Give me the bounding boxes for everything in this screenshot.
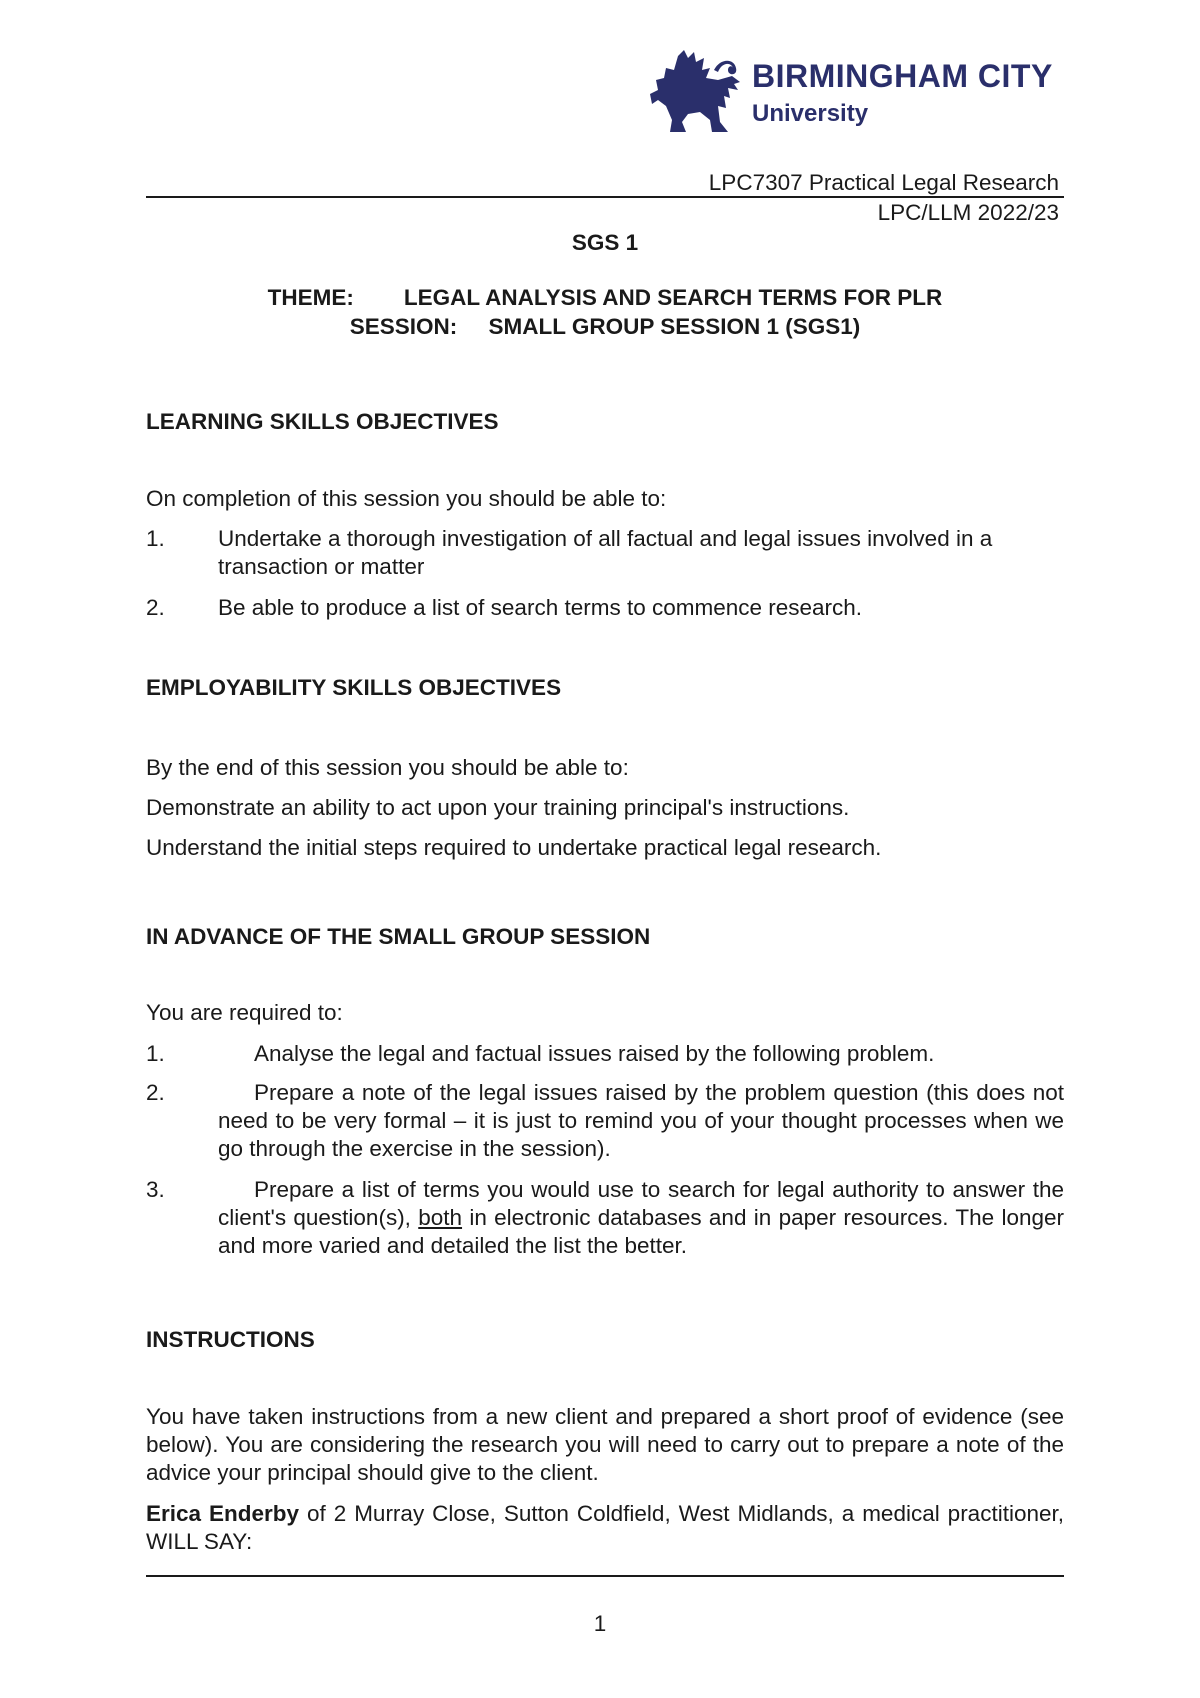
list-text: Undertake a thorough investigation of all factual and legal issues involved in a transaction or matter bbox=[218, 526, 993, 580]
list-text: Be able to produce a list of search terms to commence research. bbox=[218, 595, 863, 620]
list-text bbox=[218, 1176, 1064, 1260]
programme-year: LPC/LLM 2022/23 bbox=[877, 200, 1059, 225]
list-number: 1. bbox=[146, 1041, 165, 1066]
employability-line: Understand the initial steps required to undertake practical legal research. bbox=[146, 835, 882, 860]
client-name: Erica Enderby bbox=[146, 1501, 300, 1526]
list-item bbox=[146, 525, 1064, 581]
underlined-word: both bbox=[418, 1205, 463, 1231]
list-item bbox=[146, 1040, 1064, 1068]
logo-text-university: University bbox=[752, 100, 869, 127]
list-item bbox=[146, 1176, 1064, 1260]
list-text-part: Prepare a list of terms you would use to search for legal authority to answer the client's question(s), bbox=[218, 1177, 1064, 1231]
footer-rule bbox=[146, 1575, 1064, 1577]
logo-text-institution: BIRMINGHAM CITY bbox=[752, 58, 1053, 94]
page-number: 1 bbox=[593, 1611, 607, 1636]
list-number: 1. bbox=[146, 526, 165, 551]
list-number: 3. bbox=[146, 1177, 165, 1202]
employability-intro: By the end of this session you should be able to: bbox=[146, 755, 629, 780]
list-text-part: in electronic databases and in paper resources. The longer and more varied and detailed the list the better. bbox=[218, 1205, 1064, 1259]
client-statement bbox=[146, 1500, 1064, 1556]
list-number: 2. bbox=[146, 595, 165, 620]
university-logo bbox=[648, 50, 1053, 140]
theme-line: THEME: LEGAL ANALYSIS AND SEARCH TERMS FOR PLR bbox=[267, 285, 943, 310]
employability-objectives-heading: EMPLOYABILITY SKILLS OBJECTIVES bbox=[146, 675, 562, 700]
instructions-paragraph: You have taken instructions from a new client and prepared a short proof of evidence (see below). You are considering the research you will need to carry out to prepare a note of the advice your principal should give to the client. bbox=[146, 1404, 1064, 1486]
advance-heading: IN ADVANCE OF THE SMALL GROUP SESSION bbox=[146, 924, 651, 949]
learning-intro: On completion of this session you should be able to: bbox=[146, 486, 667, 511]
list-item bbox=[146, 1079, 1064, 1163]
list-text: Prepare a note of the legal issues raised by the problem question (this does not need to be very formal – it is just to remind you of your thought processes when we go through the exercise in the session). bbox=[218, 1080, 1064, 1162]
list-item bbox=[146, 594, 1064, 622]
client-details: of 2 Murray Close, Sutton Coldfield, West Midlands, a medical practitioner, WILL SAY: bbox=[146, 1501, 1064, 1555]
lion-crest-icon bbox=[648, 50, 748, 134]
header-rule bbox=[146, 196, 1064, 198]
advance-intro: You are required to: bbox=[146, 1000, 343, 1025]
instructions-heading: INSTRUCTIONS bbox=[146, 1327, 315, 1352]
document-title: SGS 1 bbox=[571, 230, 639, 255]
session-line: SESSION: SMALL GROUP SESSION 1 (SGS1) bbox=[349, 314, 861, 339]
list-text: Analyse the legal and factual issues raised by the following problem. bbox=[254, 1041, 935, 1066]
learning-objectives-heading: LEARNING SKILLS OBJECTIVES bbox=[146, 409, 499, 434]
employability-line: Demonstrate an ability to act upon your training principal's instructions. bbox=[146, 795, 850, 820]
list-number: 2. bbox=[146, 1080, 165, 1105]
course-code: LPC7307 Practical Legal Research bbox=[708, 170, 1059, 195]
